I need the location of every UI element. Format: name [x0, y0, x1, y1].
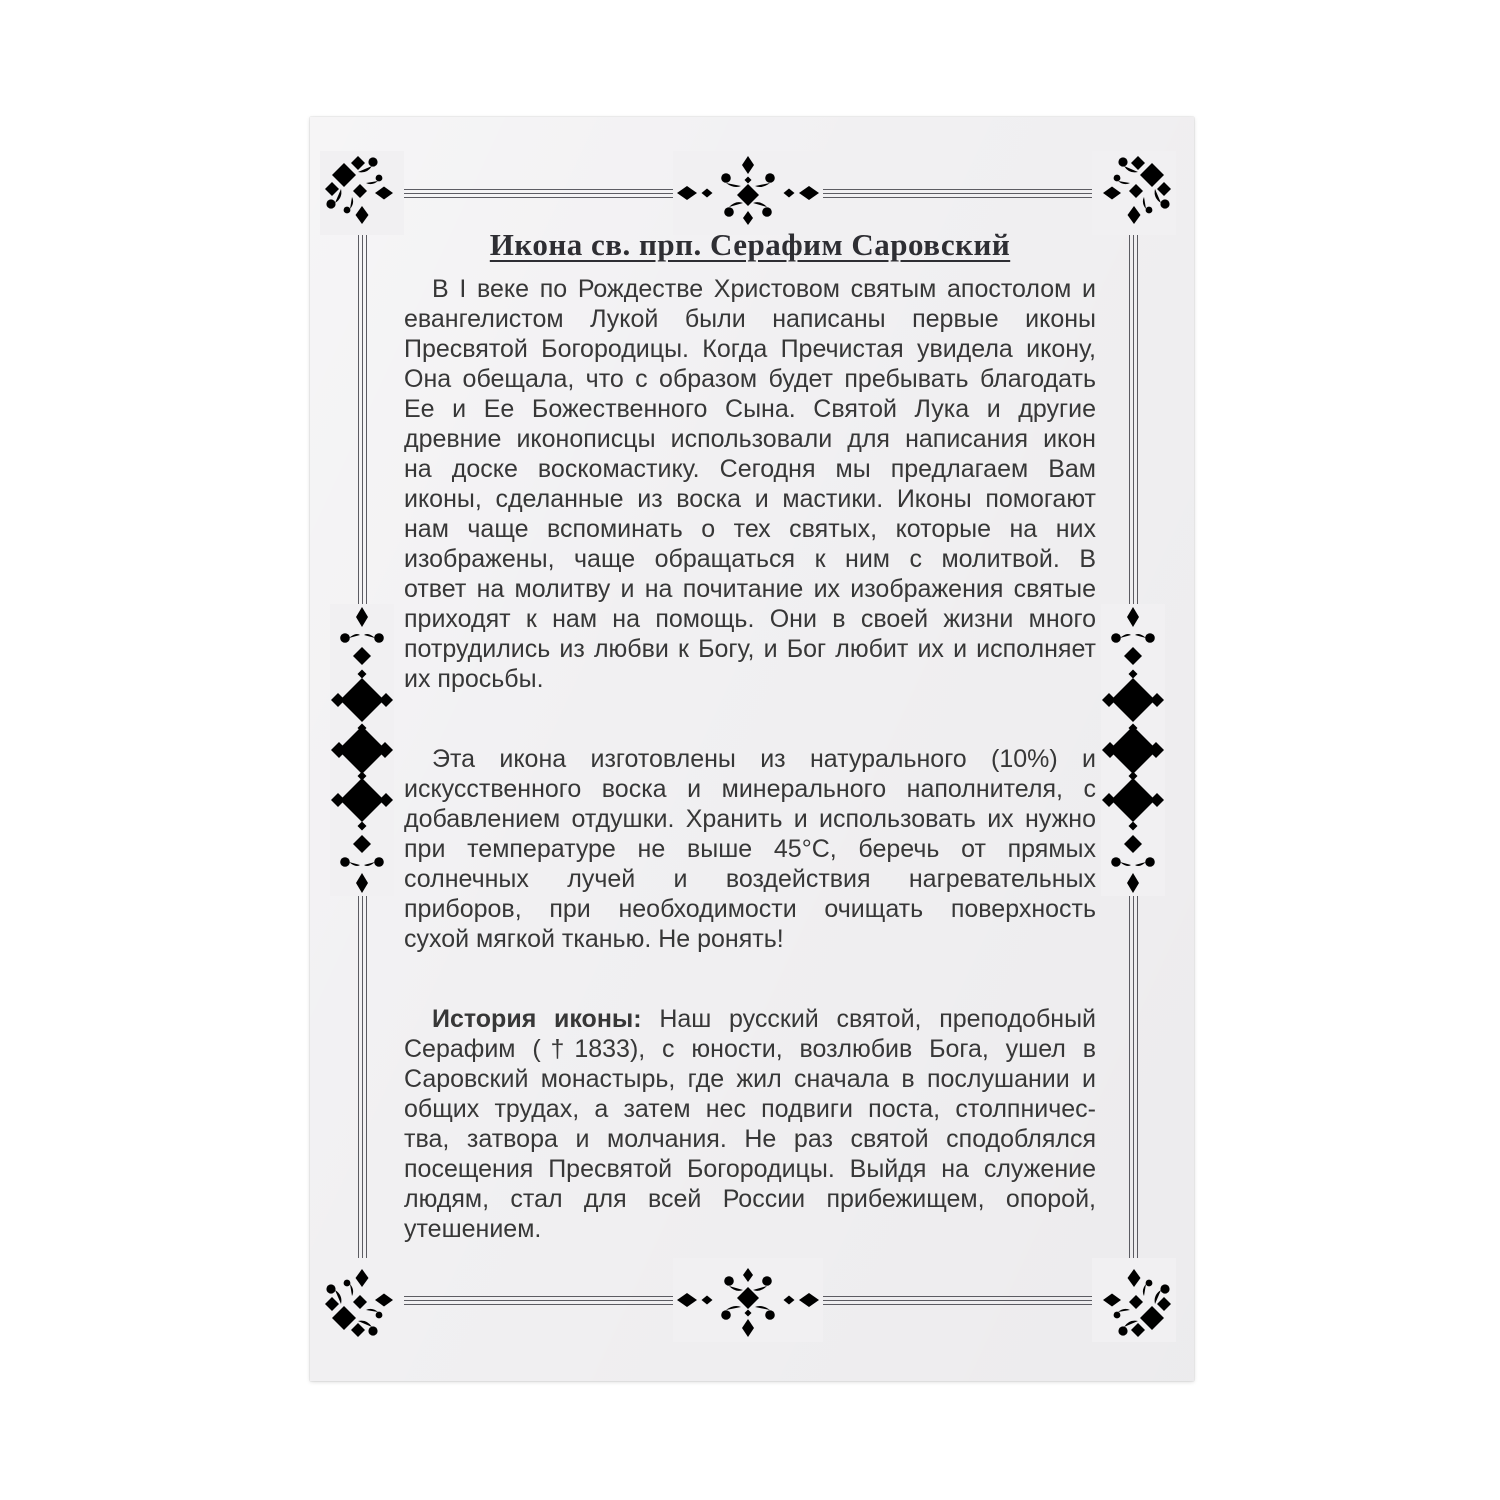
text-line: сухой мягкой тканью. Не ронять! — [404, 925, 784, 953]
text-line: общих трудах, а затем нес подвиги поста, столпничес- — [404, 1095, 1096, 1123]
bottom-left-corner-flourish-icon — [320, 1258, 404, 1342]
text-line: при температуре не выше 45°С, беречь от прямых — [404, 835, 1096, 863]
top-left-corner-flourish-icon — [320, 151, 404, 235]
text-line: древние иконописцы использовали для написания икон — [404, 425, 1096, 453]
text-line: добавлением отдушки. Хранить и использовать их нужно — [404, 805, 1096, 833]
text-line: Серафим (†1833), с юности, возлюбив Бога, ушел в — [404, 1035, 1096, 1063]
text-line: Саровский монастырь, где жил сначала в послушании и — [404, 1065, 1096, 1093]
page-content — [404, 225, 1096, 1244]
text-line: искусственного воска и минерального наполнителя, с — [404, 775, 1096, 803]
text-line: утешением. — [404, 1215, 542, 1243]
text-line: Ее и Ее Божественного Сына. Святой Лука и другие — [404, 395, 1096, 423]
leaflet-page — [310, 117, 1194, 1381]
page-title: Икона св. прп. Серафим Саровский — [489, 227, 1011, 262]
text-line: Пресвятой Богородицы. Когда Пречистая увидела икону, — [404, 335, 1096, 363]
text-line: солнечных лучей и воздействия нагревательных — [404, 865, 1096, 893]
text-line: на доске воскомастику. Сегодня мы предлагаем Вам — [404, 455, 1096, 483]
text-line: приходят к нам на помощь. Они в своей жизни много — [404, 605, 1096, 633]
text-line: изображены, чаще обращаться к ним с молитвой. В — [404, 545, 1096, 573]
text-line: приборов, при необходимости очищать поверхность — [404, 895, 1096, 923]
paragraph — [404, 1004, 1096, 1244]
text-line: тва, затвора и молчания. Не раз святой сподоблялся — [404, 1125, 1096, 1153]
text-line: евангелистом Лукой были написаны первые иконы — [404, 305, 1096, 333]
body-text — [404, 274, 1096, 1244]
top-border-flourish-icon — [673, 151, 823, 235]
left-border-knot-icon — [330, 604, 394, 896]
text-line: Эта икона изготовлены из натурального (10%) и — [432, 745, 1096, 773]
right-border-knot-icon — [1101, 604, 1165, 896]
text-line: посещения Пресвятой Богородицы. Выйдя на служение — [404, 1155, 1096, 1183]
text-line: иконы, сделанные из воска и мастики. Иконы помогают — [404, 485, 1096, 513]
bottom-right-corner-flourish-icon — [1092, 1258, 1176, 1342]
paragraph — [404, 274, 1096, 694]
text-line: людям, стал для всей России прибежищем, опорой, — [404, 1185, 1096, 1213]
top-right-corner-flourish-icon — [1092, 151, 1176, 235]
bottom-border-flourish-icon — [673, 1258, 823, 1342]
paragraph — [404, 744, 1096, 954]
text-line: История иконы: Наш русский святой, преподобный — [432, 1005, 1097, 1033]
text-line: ответ на молитву и на почитание их изображения святые — [404, 575, 1096, 603]
text-line: нам чаще вспоминать о тех святых, которые на них — [404, 515, 1096, 543]
text-line: В I веке по Рождестве Христовом святым апостолом и — [432, 275, 1096, 303]
text-line: их просьбы. — [404, 665, 544, 693]
paragraph-lead: История иконы: — [432, 1005, 642, 1033]
text-line: Она обещала, что с образом будет пребывать благодать — [404, 365, 1096, 393]
text-line: потрудились из любви к Богу, и Бог любит их и исполняет — [404, 635, 1096, 663]
